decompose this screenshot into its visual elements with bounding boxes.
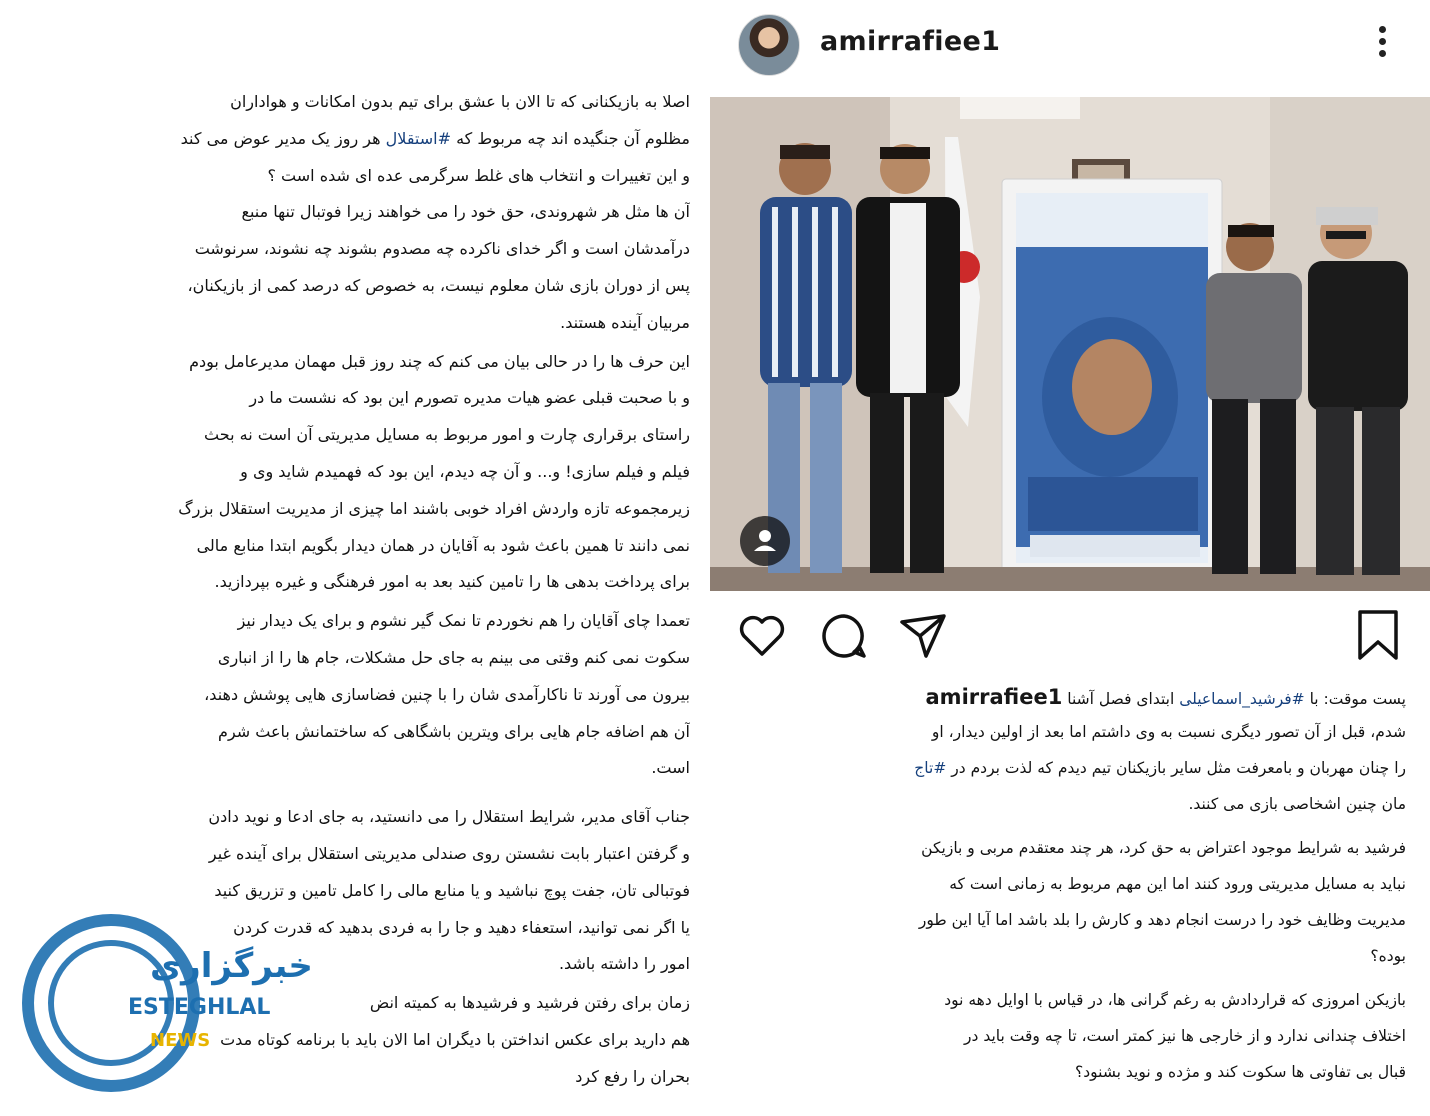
left-paragraph-2 [18,344,690,602]
photo-illustration [710,97,1430,591]
hashtag-esteghlal[interactable]: #استقلال [385,128,451,148]
avatar[interactable] [738,14,800,76]
text-line: امور را داشته باشد. [558,954,690,974]
text-line: و با صحبت قبلی عضو هیات مدیره تصورم این بود که نشست ما در [249,388,690,408]
text-line: یا اگر نمی توانید، استعفاء دهید و جا را به فردی بدهید که قدرت کردن [233,917,690,937]
left-paragraph-3 [18,603,690,787]
hashtag-taj[interactable]: #تاج [914,759,947,777]
post-photo[interactable] [710,97,1430,591]
text-line: زمان برای رفتن فرشید و فرشیدها به کمیته انض [369,993,690,1013]
instagram-post [710,0,1430,1116]
hashtag-farshid[interactable]: #فرشید_اسماعیلی [1179,690,1305,708]
text-line: و این تغییرات و انتخاب های غلط سرگرمی عده ای شده است ؟ [267,165,690,185]
logo-sub-text: NEWS [150,1030,211,1051]
caption-line: قبال بی تفاوتی ها سکوت کند و مژده و نوید بشنود؟ [1075,1063,1406,1081]
caption-text-end: ابتدای فصل آشنا [1067,690,1180,708]
text-part: مظلوم آن جنگیده اند چه مربوط که [451,128,690,148]
text-line: آن هم اضافه جام هایی برای ویترین باشگاهی که ساختمانش باعث شرم [218,721,690,741]
caption-line: فرشید به شرایط موجود اعتراض به حق کرد، هر چند معتقدم مربی و بازیکن [921,839,1406,857]
text-line: بحران را رفع کرد [575,1066,690,1086]
text-line: فوتبالی تان، جفت پوچ نباشید و یا منابع مالی را کامل تامین و تزریق کنید [214,880,690,900]
text-line: درآمدشان است و اگر خدای ناکرده چه مصدوم بشوند چه نشوند، سرنوشت [194,239,690,259]
comment-icon[interactable] [818,610,870,662]
caption-line: بازیکن امروزی که قراردادش به رغم گرانی ها، در قیاس با اوایل دهه نود [944,991,1406,1009]
caption-line: نباید به مسایل مدیریتی ورود کنند اما این مهم مربوط به زمانی است که [949,875,1406,893]
heart-icon[interactable] [736,610,788,662]
caption-line: بوده؟ [1370,947,1406,965]
caption-username[interactable]: amirrafiee1 [925,685,1063,709]
caption-line [736,750,1406,786]
send-icon[interactable] [898,610,950,662]
text-line: هم دارید برای عکس انداختن با دیگران اما الان باید با برنامه کوتاه مدت [220,1029,690,1049]
text-line: آن ها مثل هر شهروندی، حق خود را می خواهند زیرا فوتبال تنها منبع [241,202,690,222]
text-line: زیرمجموعه تازه واردش افراد خوبی باشند اما چیزی از مدیریت استقلال بزرگ [178,498,690,518]
post-username[interactable]: amirrafiee1 [820,26,1001,57]
text-line: بیرون می آورند تا ناکارآمدی شان را با چنین فضاسازی هایی پوشش دهند، [204,684,690,704]
text-line: و گرفتن اعتبار بابت نشستن روی صندلی مدیریتی استقلال برای آینده غیر [208,843,690,863]
text-line: برای پرداخت بدهی ها را تامین کنید بعد به امور فرهنگی و غیره بپردازید. [214,572,690,592]
text-line: این حرف ها را در حالی بیان می کنم که چند روز قبل مهمان مدیرعامل بودم [189,351,690,371]
text-line: است. [651,758,690,778]
caption-line: اختلاف چندانی ندارد و از خارجی ها نیز کمتر است، تا چه وقت باید در [964,1027,1406,1045]
user-silhouette-icon [740,516,790,566]
caption-line: مدیریت وظایف خود را درست انجام دهد و کارش را بلد باشد اما آیا این طور [918,911,1406,929]
text-part: هر روز یک مدیر عوض می کند [180,128,386,148]
text-line: فیلم و فیلم سازی! و... و آن چه دیدم، این بود که فهمیدم شاید وی و [240,461,690,481]
more-vertical-icon[interactable] [1370,26,1394,66]
caption-line: مان چنین اشخاصی بازی می کنند. [1188,795,1406,813]
left-paragraph-1 [18,84,690,342]
text-line: مربیان آینده هستند. [560,312,690,332]
text-line: نمی دانند تا همین باعث شود به آقایان در همان دیدار بگویم ابتدا منابع مالی [196,535,690,555]
text-line: اصلا به بازیکنانی که تا الان با عشق برای تیم بدون امکانات و هواداران [230,92,690,111]
text-line [18,121,690,158]
logo-name-text: ESTEGHLAL [128,995,271,1020]
user-tag-icon[interactable] [740,516,790,566]
text-line: سکوت نمی کنم وقتی می بینم به جای حل مشکلات، جام ها را از انباری [217,647,690,667]
post-action-bar [710,600,1430,680]
caption-text-part: را چنان مهربان و بامعرفت مثل سایر بازیکنان تیم دیدم که لذت بردم در [946,759,1406,777]
text-line: تعمدا چای آقایان را هم نخوردم تا نمک گیر نشوم و برای یک دیدار نیز [237,611,690,631]
post-header [710,0,1430,96]
text-line: راستای برقراری چارت و امور مربوط به مسایل مدیریتی آن است نه بحث [204,425,690,445]
text-line: پس از دوران بازی شان معلوم نیست، به خصوص که درصد کمی از بازیکنان، [187,275,690,295]
caption-line: شدم، قبل از آن تصور دیگری نسبت به وی داشتم اما بعد از اولین دیدار، او [931,723,1406,741]
text-line: جناب آقای مدیر، شرایط استقلال را می دانستید، به جای ادعا و نوید دادن [208,807,690,827]
post-caption [736,680,1406,1110]
caption-text-start: پست موقت: با [1304,690,1406,708]
logo-arabic-text: خبرگزاری [150,946,313,986]
bookmark-icon[interactable] [1356,608,1400,664]
caption-first-line [736,680,1406,714]
